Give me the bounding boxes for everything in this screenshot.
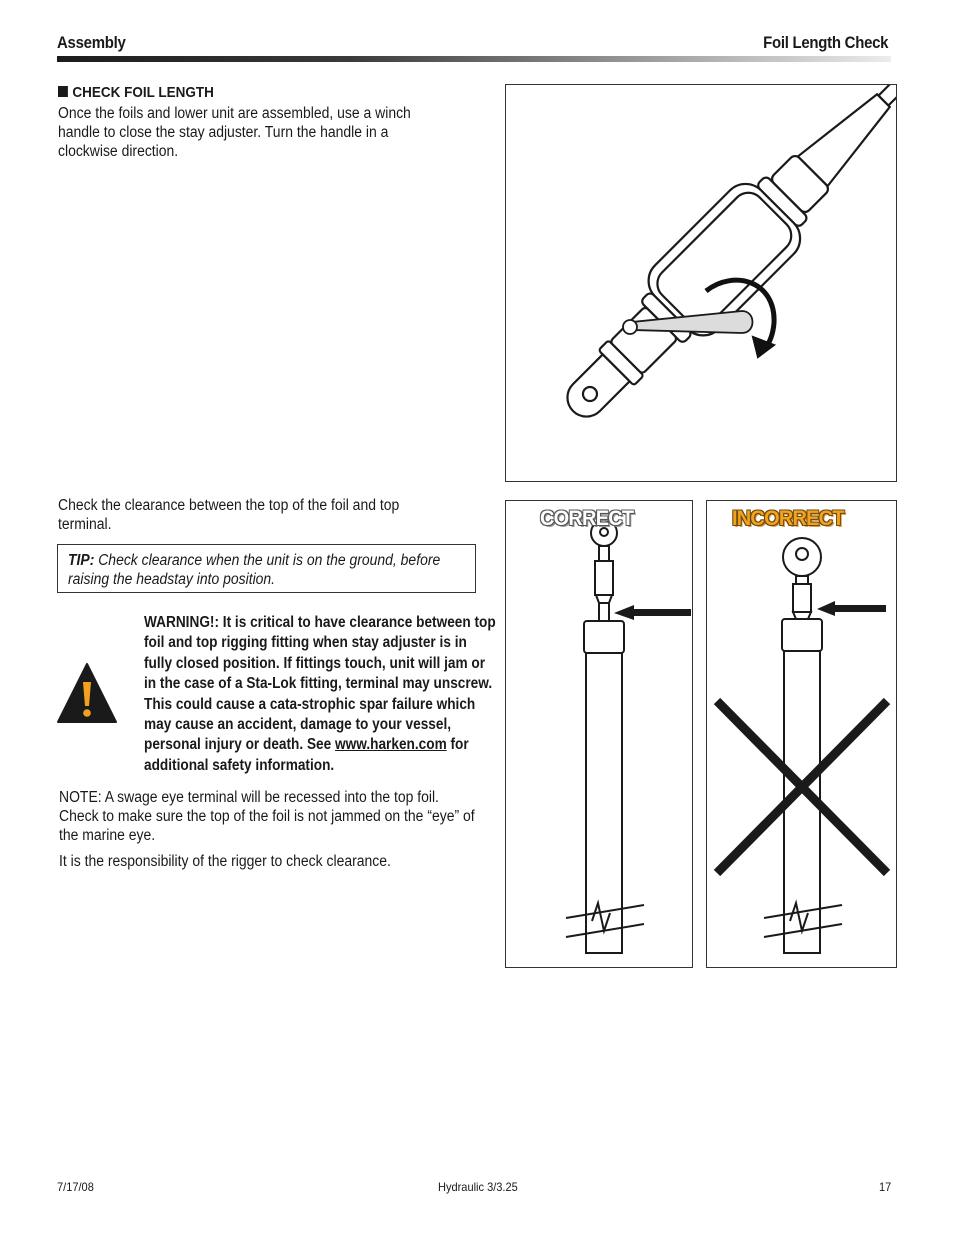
stay-adjuster-figure: [505, 84, 897, 482]
stay-adjuster-illustration: [506, 85, 896, 481]
clearance-paragraph: Check the clearance between the top of the foil and top terminal.: [58, 497, 400, 533]
correct-figure: [505, 500, 693, 968]
header-page-title: Foil Length Check: [762, 33, 888, 52]
square-bullet-icon: [58, 86, 68, 97]
clearance-arrow-icon: [834, 605, 886, 612]
tip-text: [68, 551, 464, 589]
tip-label: TIP:: [68, 552, 95, 569]
top-foil-cap: [584, 621, 624, 653]
warning-body: WARNING!: It is critical to have clearance between top foil and top rigging fitting when stay adjuster is in fully closed position. If fittings touch, unit will jam or in the case of a Sta-Lok fitting, terminal may unscrew. This could cause a cata-strophic spar failure which may cause an accident, damage to your vessel, personal injury or death. See: [144, 614, 496, 754]
header-rule: [57, 56, 891, 62]
section-heading-text: CHECK FOIL LENGTH: [72, 84, 214, 101]
section-heading: [58, 84, 214, 101]
top-foil-cap: [782, 619, 822, 651]
tip-box: [57, 544, 476, 593]
note-paragraph: NOTE: A swage eye terminal will be recessed into the top foil. Check to make sure the top of the foil is not jammed on the “eye” of the marine eye.: [59, 789, 475, 844]
warning-triangle-icon: [56, 662, 118, 724]
header-section-title: Assembly: [57, 33, 126, 52]
incorrect-label: INCORRECT: [732, 507, 844, 530]
footer-page-number: 17: [879, 1180, 892, 1194]
tip-body: Check clearance when the unit is on the ground, before raising the headstay into position.: [68, 552, 441, 588]
incorrect-illustration: [707, 501, 896, 967]
warning-text: [144, 613, 496, 776]
harken-link[interactable]: www.harken.com: [335, 736, 447, 754]
foil: [586, 653, 622, 953]
footer-title: Hydraulic 3/3.25: [438, 1180, 518, 1194]
swage-fitting: [793, 584, 811, 612]
swage-fitting: [595, 561, 613, 595]
handle-knob: [623, 320, 637, 334]
responsibility-paragraph: It is the responsibility of the rigger to check clearance.: [59, 853, 391, 870]
correct-label: CORRECT: [540, 507, 634, 530]
incorrect-figure: [706, 500, 897, 968]
footer-date: 7/17/08: [57, 1180, 94, 1194]
intro-paragraph: Once the foils and lower unit are assembled, use a winch handle to close the stay adjuster. Turn the handle in a clockwise direction.: [58, 105, 411, 160]
clearance-arrow-icon: [633, 609, 691, 616]
warning-tail: for additional safety information.: [144, 736, 469, 774]
correct-illustration: [506, 501, 692, 967]
